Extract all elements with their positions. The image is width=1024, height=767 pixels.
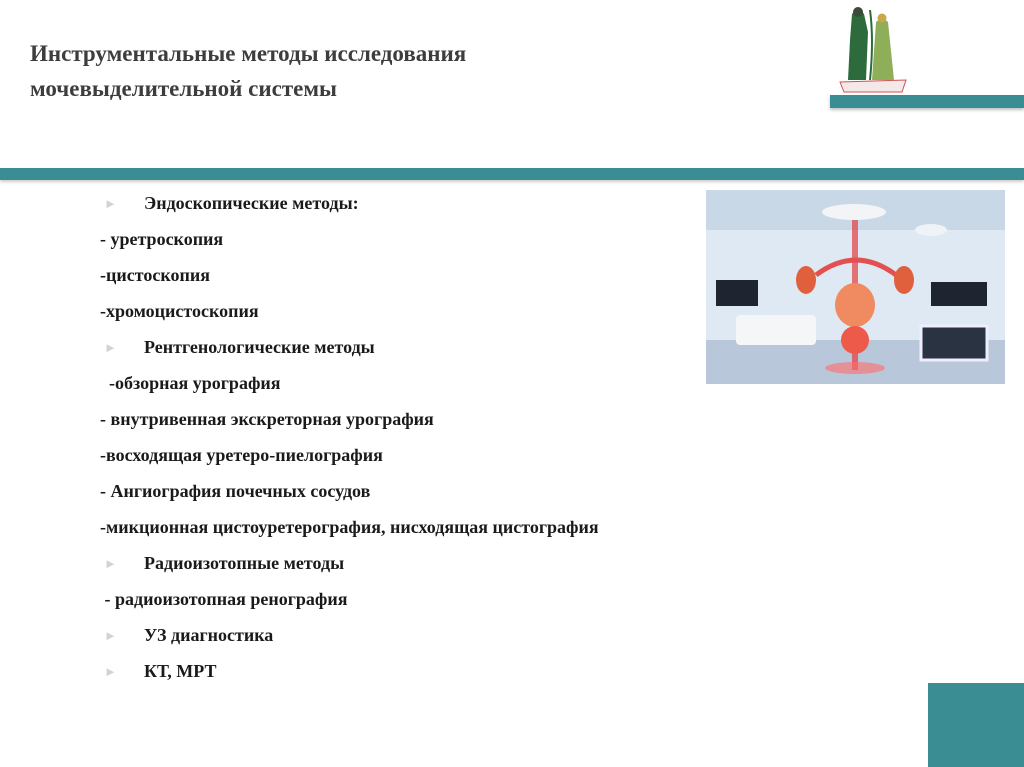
slide-title [30, 36, 466, 106]
list-item-text: КТ, МРТ [144, 661, 217, 681]
methods-list [100, 193, 599, 697]
bullet-arrow-icon: ► [104, 628, 117, 643]
list-item [100, 625, 599, 661]
urology-illustration [706, 190, 1005, 384]
list-item [100, 301, 599, 337]
list-item-text: Эндоскопические методы: [144, 193, 359, 213]
title-line-2: мочевыделительной системы [30, 76, 337, 101]
list-item [100, 661, 599, 697]
list-item [100, 481, 599, 517]
list-item [100, 553, 599, 589]
list-item [100, 589, 599, 625]
list-item-text: Рентгенологические методы [144, 337, 375, 357]
list-item [100, 229, 599, 265]
list-item-text: -восходящая уретеро-пиелография [100, 445, 383, 465]
list-item-text: УЗ диагностика [144, 625, 274, 645]
list-item [100, 445, 599, 481]
list-item-text: - уретроскопия [100, 229, 224, 249]
list-item-text: - радиоизотопная ренография [100, 589, 348, 609]
bullet-arrow-icon: ► [104, 556, 117, 571]
corner-accent-square [928, 683, 1024, 767]
header-accent-bar [830, 95, 1024, 108]
title-line-1: Инструментальные методы исследования [30, 41, 467, 66]
list-item-text: -обзорная урография [100, 373, 281, 393]
list-item-text: -хромоцистоскопия [100, 301, 259, 321]
list-item [100, 517, 599, 553]
list-item-text: -цистоскопия [100, 265, 210, 285]
medical-logo [838, 2, 908, 94]
list-item [100, 409, 599, 445]
list-item [100, 337, 599, 373]
list-item-text: - Ангиография почечных сосудов [100, 481, 371, 501]
list-item [100, 373, 599, 409]
bullet-arrow-icon: ► [104, 664, 117, 679]
list-item [100, 265, 599, 301]
bullet-arrow-icon: ► [104, 196, 117, 211]
list-item-text: -микционная цистоуретерография, нисходящая цистография [100, 517, 599, 537]
header-divider-bar [0, 168, 1024, 180]
list-item [100, 193, 599, 229]
list-item-text: - внутривенная экскреторная урография [100, 409, 434, 429]
bullet-arrow-icon: ► [104, 340, 117, 355]
list-item-text: Радиоизотопные методы [144, 553, 345, 573]
